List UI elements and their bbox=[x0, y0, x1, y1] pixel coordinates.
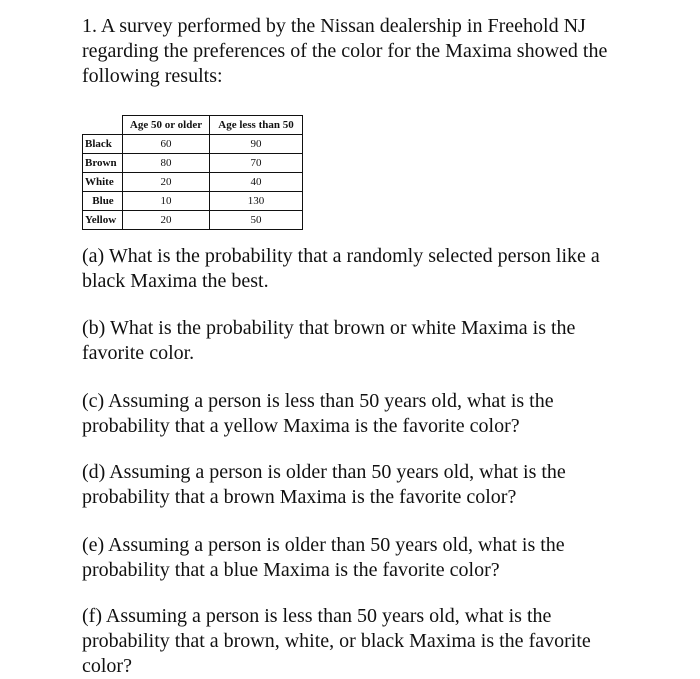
table-row bbox=[83, 154, 303, 173]
question-b: (b) What is the probability that brown or white Maxima is the favorite color. bbox=[82, 317, 576, 364]
table-row bbox=[83, 173, 303, 192]
cell-blue-less-than-50: 130 bbox=[210, 192, 303, 211]
question-c: (c) Assuming a person is less than 50 years old, what is the probability that a yellow Maxima is the favorite color? bbox=[82, 390, 554, 437]
row-label-blue: Blue bbox=[83, 192, 123, 211]
table-corner-cell bbox=[83, 116, 123, 135]
column-header-age-less-than-50: Age less than 50 bbox=[210, 116, 303, 135]
table-row bbox=[83, 211, 303, 230]
row-label-yellow: Yellow bbox=[83, 211, 123, 230]
question-d: (d) Assuming a person is older than 50 years old, what is the probability that a brown Maxima is the favorite color? bbox=[82, 461, 566, 508]
problem-intro: 1. A survey performed by the Nissan dealership in Freehold NJ regarding the preferences of the color for the Maxima showed the following results: bbox=[82, 15, 608, 87]
cell-black-less-than-50: 90 bbox=[210, 135, 303, 154]
cell-white-less-than-50: 40 bbox=[210, 173, 303, 192]
table-header-row bbox=[83, 116, 303, 135]
survey-table bbox=[82, 115, 303, 230]
column-header-age-50-or-older: Age 50 or older bbox=[123, 116, 210, 135]
question-a: (a) What is the probability that a randomly selected person like a black Maxima the best. bbox=[82, 245, 600, 292]
cell-yellow-50-or-older: 20 bbox=[123, 211, 210, 230]
question-f: (f) Assuming a person is less than 50 years old, what is the probability that a brown, white, or black Maxima is the favorite color? bbox=[82, 605, 591, 677]
cell-blue-50-or-older: 10 bbox=[123, 192, 210, 211]
question-e: (e) Assuming a person is older than 50 years old, what is the probability that a blue Maxima is the favorite color? bbox=[82, 534, 565, 581]
table-row bbox=[83, 192, 303, 211]
cell-black-50-or-older: 60 bbox=[123, 135, 210, 154]
row-label-black: Black bbox=[83, 135, 123, 154]
cell-white-50-or-older: 20 bbox=[123, 173, 210, 192]
row-label-white: White bbox=[83, 173, 123, 192]
cell-brown-less-than-50: 70 bbox=[210, 154, 303, 173]
cell-yellow-less-than-50: 50 bbox=[210, 211, 303, 230]
row-label-brown: Brown bbox=[83, 154, 123, 173]
table-row bbox=[83, 135, 303, 154]
cell-brown-50-or-older: 80 bbox=[123, 154, 210, 173]
